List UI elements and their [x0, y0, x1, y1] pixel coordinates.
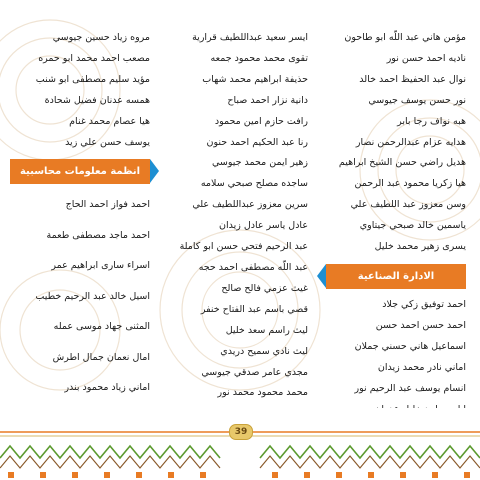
- list-item: احمد توفيق زكي جلاد: [382, 298, 466, 310]
- list-item: احمد ماجد مصطفى طعمة: [46, 229, 150, 241]
- list-item: ساجده مصلح صبحي سلامه: [200, 178, 308, 190]
- list-item: احمد فواز احمد الحاج: [65, 199, 150, 211]
- list-item: ليث راسم سعد خليل: [225, 324, 308, 336]
- list-item: مروه زياد حسين جيوسي: [52, 32, 150, 43]
- list-item: المثنى جهاد موسى عمله: [53, 321, 150, 333]
- list-item: اسماعيل هاني حسني جملان: [354, 340, 466, 352]
- page-number: 39: [229, 424, 253, 440]
- list-item: ليث نادي سميح دريدي: [220, 345, 308, 357]
- list-item: زهير ايمن محمد جيوسي: [212, 157, 308, 169]
- list-item: مؤمن هاني عبد اللّه ابو طاحون: [344, 32, 466, 43]
- list-item: عبد الرحيم فتحي حسن ابو كاملة: [179, 241, 308, 253]
- list-item: نور حسن يوسف جيوسي: [368, 94, 466, 106]
- list-item: هيا زكريا محمود عبد الرحمن: [354, 178, 466, 190]
- graduate-list: [10, 28, 150, 153]
- list-item: مؤيد سليم مصطفى ابو شنب: [35, 73, 150, 85]
- list-item: تقوى محمد محمود جمعه: [210, 52, 308, 64]
- list-item: مجدي عامر صدقي جيوسي: [201, 366, 308, 378]
- list-item: اماني نادر محمد زيدان: [377, 361, 466, 373]
- list-item: امال نعمان جمال اطرش: [52, 351, 150, 363]
- section-header-accounting-info-systems: [10, 159, 150, 184]
- list-item: يوسف حسن علي زيد: [65, 136, 150, 148]
- column-middle: [166, 28, 308, 425]
- graduate-list: [326, 28, 466, 258]
- graduate-list: [166, 28, 308, 425]
- section-title: انظمة معلومات محاسبية: [19, 166, 141, 178]
- list-item: ايسر سعيد عبداللطيف قرارية: [192, 32, 308, 43]
- list-item: محمد محمود محمد نور: [217, 387, 308, 399]
- list-item: ناديه احمد حسن نور: [386, 52, 466, 64]
- list-item: احمد حسن احمد حسن: [375, 319, 466, 331]
- list-item: نوال عبد الحفيظ احمد خالد: [359, 73, 466, 85]
- column-right: [326, 28, 466, 420]
- list-item: اماني زياد محمود بندر: [64, 382, 150, 394]
- list-item: هديل راضي حسن الشيخ ابراهيم: [338, 157, 466, 169]
- list-item: همسه عدنان فضيل شحادة: [44, 94, 150, 106]
- list-item: رافت حازم امين محمود: [214, 115, 308, 127]
- list-item: سرين معزوز عبداللطيف علي: [192, 199, 308, 211]
- section-header-industrial-management: [326, 264, 466, 289]
- list-item: يسرى زهير محمد خليل: [374, 241, 466, 253]
- list-item: هيا عصام محمد غنام: [69, 115, 150, 127]
- list-item: دانية نزار احمد صباح: [227, 94, 308, 106]
- list-item: قصي باسم عبد الفتاح خنفر: [200, 303, 308, 315]
- list-item: غيث عزمي فالح صالح: [221, 282, 308, 294]
- list-item: هبه نواف رجا بابر: [397, 115, 466, 127]
- decorative-border: [0, 408, 480, 480]
- column-left: [10, 28, 150, 404]
- list-item: عبد اللّه مصطفى احمد حجه: [198, 261, 308, 273]
- graduate-list: [326, 295, 466, 420]
- list-item: ياسمين خالد صبحي جيتاوي: [359, 220, 466, 232]
- list-item: حذيفة ابراهيم محمد شهاب: [202, 73, 308, 85]
- list-item: انسام يوسف عبد الرحيم نور: [354, 382, 466, 394]
- list-item: هدايه عزام عبدالرحمن نصار: [355, 136, 466, 148]
- list-item: عادل ياسر عادل زيدان: [218, 220, 308, 232]
- graduate-list: [10, 190, 150, 404]
- list-item: اسراء سارى ابراهيم عمر: [51, 260, 150, 272]
- list-item: مصعب احمد محمد ابو حمره: [38, 52, 150, 64]
- list-item: رنا عبد الحكيم احمد حنون: [206, 136, 308, 148]
- section-title: الادارة الصناعية: [357, 270, 435, 282]
- list-item: وسن معزوز عبد اللطيف علي: [350, 199, 466, 211]
- list-item: اسيل خالد عبد الرحيم خطيب: [35, 290, 150, 302]
